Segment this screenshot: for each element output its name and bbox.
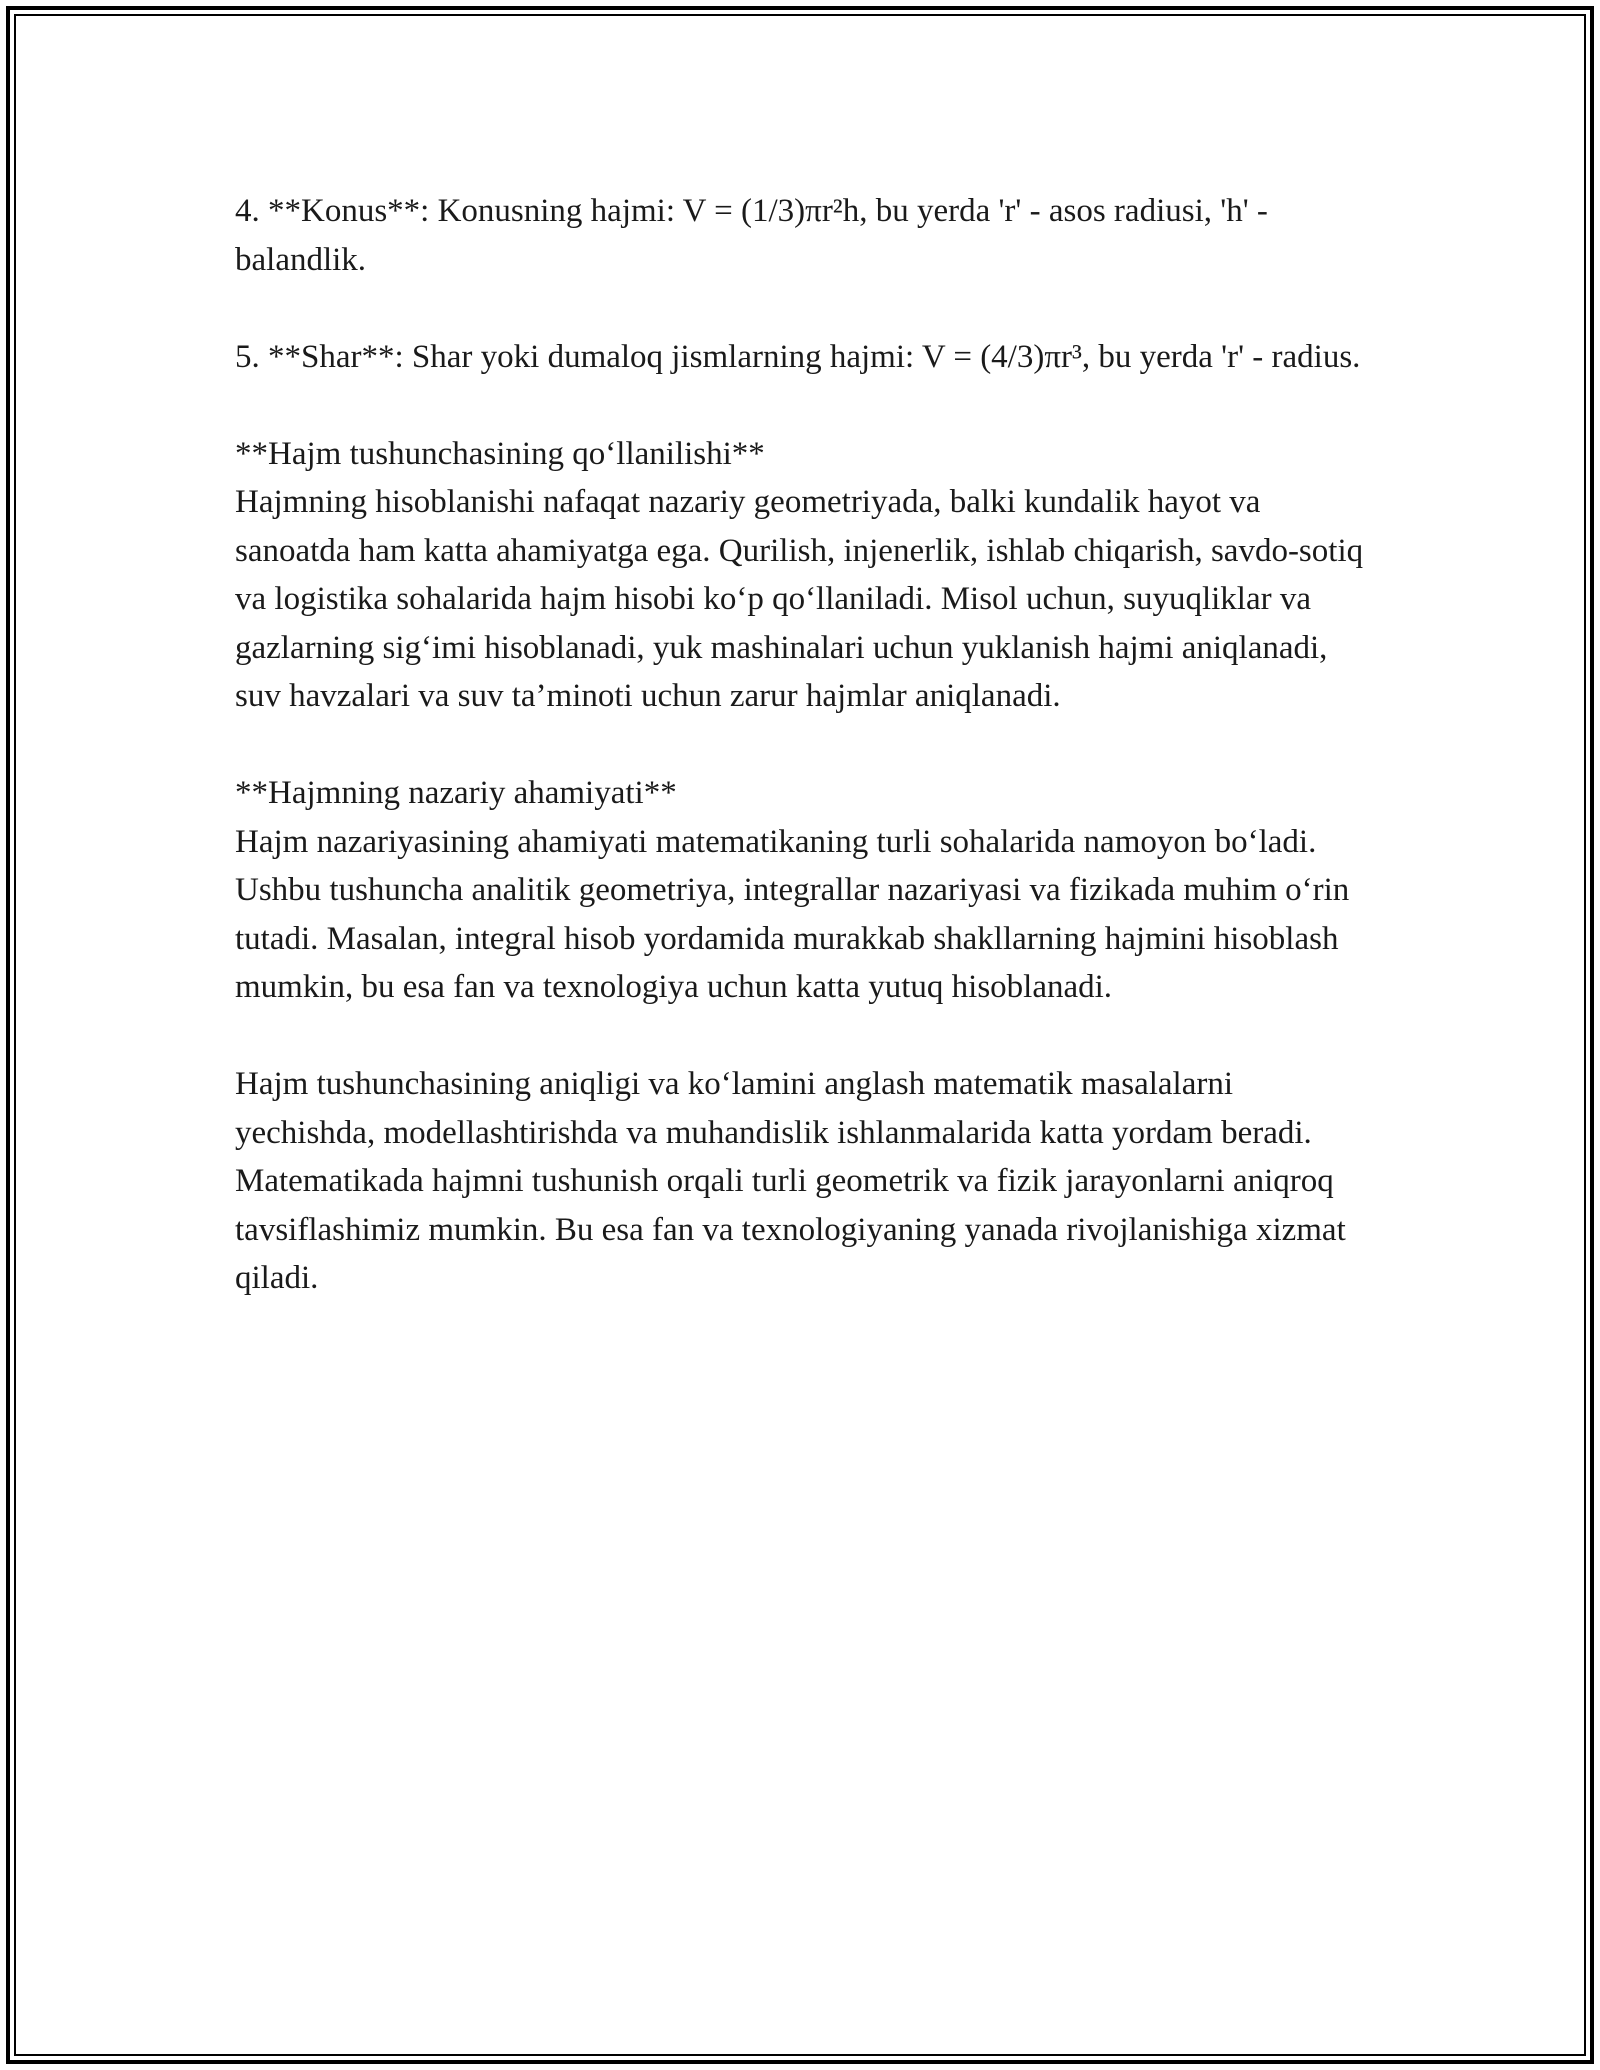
document-body: [235, 187, 1375, 1351]
section-heading: **Hajm tushunchasining qo‘llanilishi**: [235, 435, 765, 472]
section-heading: **Hajmning nazariy ahamiyati**: [235, 775, 677, 811]
section-paragraph: Hajm nazariyasining ahamiyati matematikaning turli sohalarida namoyon bo‘ladi. Ushbu tushuncha analitik geometriya, integrallar nazariyasi va fizikada muhim o‘rin tutadi. Masalan, integral hisob yordamida murakkab shakllarning hajmini hisoblash mumkin, bu esa fan va texnologiya uchun katta yutuq hisoblanadi.: [235, 823, 1350, 1005]
conclusion-paragraph: Hajm tushunchasining aniqligi va ko‘lamini anglash matematik masalalarni yechishda, modellashtirishda va muhandislik ishlanmalarida katta yordam beradi. Matematikada hajmni tushunish orqali turli geometrik va fizik jarayonlarni aniqroq tavsiflashimiz mumkin. Bu esa fan va texnologiyaning yanada rivojlanishiga xizmat qiladi.: [235, 1066, 1346, 1296]
list-item-konus: 4. **Konus**: Konusning hajmi: V = (1/3)πr²h, bu yerda 'r' - asos radiusi, 'h' - balandlik.: [235, 193, 1268, 278]
section-paragraph: Hajmning hisoblanishi nafaqat nazariy geometriyada, balki kundalik hayot va sanoatda ham katta ahamiyatga ega. Qurilish, injenerlik, ishlab chiqarish, savdo-sotiq va logistika sohalarida hajm hisobi ko‘p qo‘llaniladi. Misol uchun, suyuqliklar va gazlarning sig‘imi hisoblanadi, yuk mashinalari uchun yuklanish hajmi aniqlanadi, suv havzalari va suv ta’minoti uchun zarur hajmlar aniqlanadi.: [235, 484, 1364, 714]
section-nazariy-ahamiyati: [235, 769, 1375, 1012]
section-qollanilishi: [235, 430, 1375, 721]
list-item-shar: 5. **Shar**: Shar yoki dumaloq jismlarning hajmi: V = (4/3)πr³, bu yerda 'r' - radius.: [235, 338, 1361, 375]
